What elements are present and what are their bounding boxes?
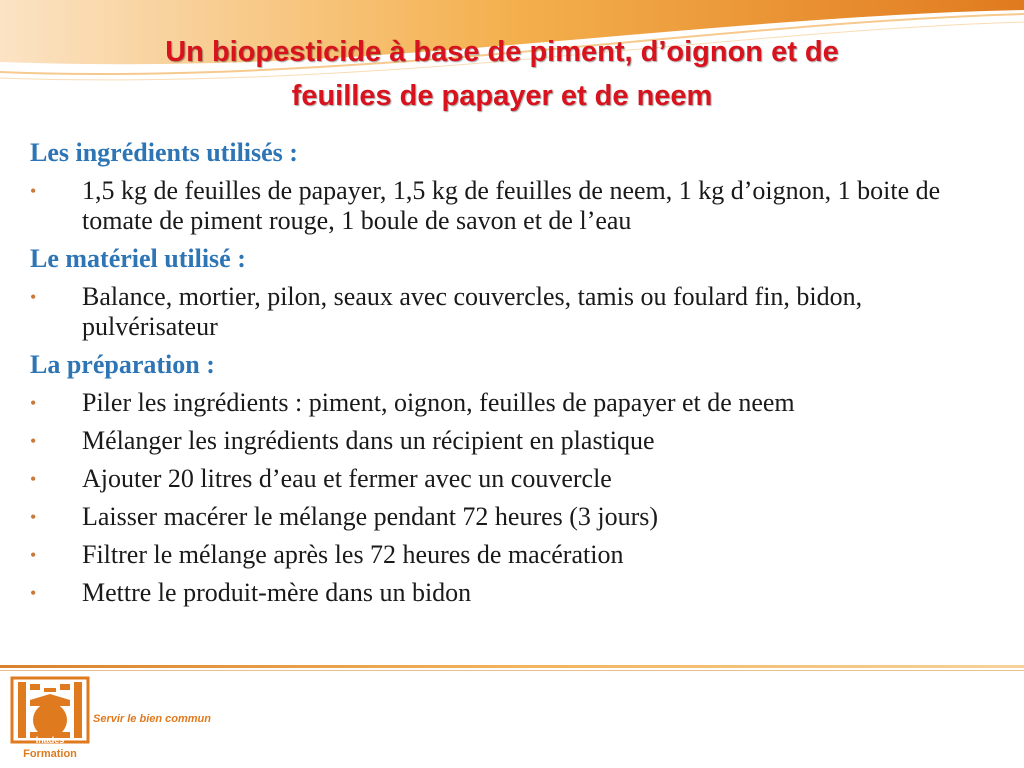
list-item-text: Mélanger les ingrédients dans un récipient en plastique [82, 426, 655, 455]
bullet-icon: • [30, 469, 37, 489]
slide-title [0, 30, 1004, 118]
bullet-icon: • [30, 431, 37, 451]
bullet-icon: • [30, 545, 37, 565]
list-item [30, 426, 990, 456]
list-item-text: Piler les ingrédients : piment, oignon, feuilles de papayer et de neem [82, 388, 795, 417]
list-item [30, 578, 990, 608]
logo-text-formation: Formation [23, 748, 77, 760]
list-item [30, 464, 990, 494]
list-item [30, 388, 990, 418]
list-item [30, 176, 990, 236]
list-item [30, 282, 990, 342]
list-item-text: Filtrer le mélange après les 72 heures de macération [82, 540, 624, 569]
heading-materials: Le matériel utilisé : [30, 244, 246, 273]
bullet-icon: • [30, 507, 37, 527]
list-item [30, 540, 990, 570]
list-item-text: Laisser macérer le mélange pendant 72 heures (3 jours) [82, 502, 659, 531]
list-item-text: Balance, mortier, pilon, seaux avec couvercles, tamis ou foulard fin, bidon, pulvérisateur [82, 282, 863, 341]
logo-text-inades: Inades [35, 735, 65, 745]
bullet-icon: • [30, 287, 37, 307]
footer-divider-thin [0, 670, 1024, 671]
footer-motto: Servir le bien commun [93, 713, 211, 725]
bullet-icon: • [30, 393, 37, 413]
slide-title-line-1: Un biopesticide à base de piment, d’oignon et de [165, 36, 839, 68]
list-item [30, 502, 990, 532]
list-item-text: Mettre le produit-mère dans un bidon [82, 578, 472, 607]
heading-ingredients: Les ingrédients utilisés : [30, 138, 298, 167]
slide-content [30, 138, 990, 616]
list-item-text: 1,5 kg de feuilles de papayer, 1,5 kg de feuilles de neem, 1 kg d’oignon, 1 boite de tomate de piment rouge, 1 boule de savon et de l’eau [82, 176, 941, 235]
slide-title-line-2: feuilles de papayer et de neem [291, 80, 713, 112]
bullet-icon: • [30, 583, 37, 603]
bullet-icon: • [30, 181, 37, 201]
list-item-text: Ajouter 20 litres d’eau et fermer avec un couvercle [82, 464, 612, 493]
footer-divider [0, 665, 1024, 668]
heading-preparation: La préparation : [30, 350, 215, 379]
